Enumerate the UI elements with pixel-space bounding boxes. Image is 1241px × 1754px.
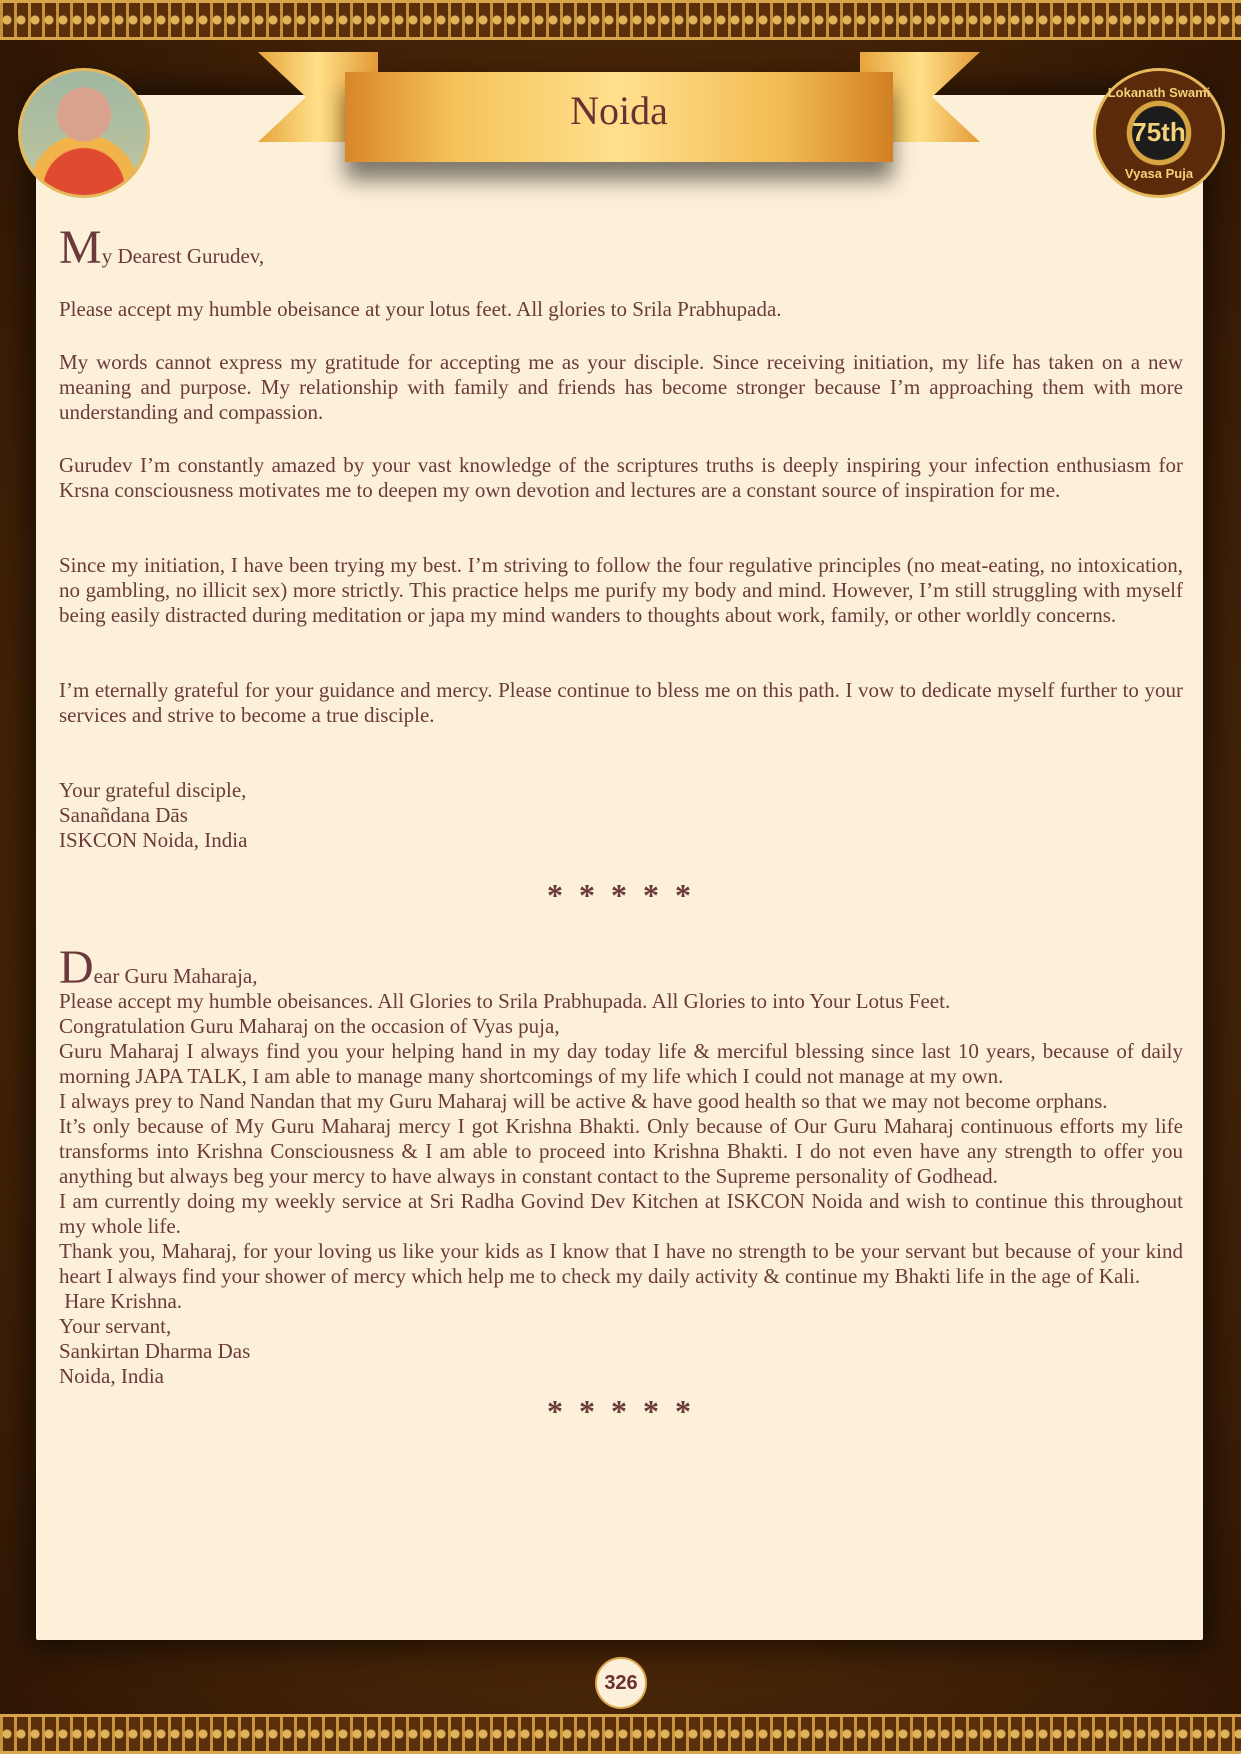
signoff-line: Your servant, <box>59 1314 172 1338</box>
letter-line: I am currently doing my weekly service at Sri Radha Govind Dev Kitchen at ISKCON Noida and wish to continue this throughout my whole life. <box>59 1189 1183 1238</box>
salutation-text: y Dearest Gurudev, <box>101 244 265 268</box>
paragraph: My words cannot express my gratitude for accepting me as your disciple. Since receiving initiation, my life has taken on a new meaning and purpose. My relationship with family and friends has become stronger because I’m approaching them with more understanding and compassion. <box>59 350 1183 424</box>
letter-line: Please accept my humble obeisances. All Glories to Srila Prabhupada. All Glories to into Your Lotus Feet. <box>59 989 951 1013</box>
paragraph: I’m eternally grateful for your guidance and mercy. Please continue to bless me on this path. I vow to dedicate myself further to your services and strive to become a true disciple. <box>59 678 1183 727</box>
decorative-border-top <box>0 0 1241 40</box>
guru-portrait <box>18 68 150 198</box>
page-title: Noida <box>570 87 668 133</box>
seal-top-text: Lokanath Swami <box>1107 85 1211 100</box>
signoff-name: Sanañdana Dās <box>59 803 188 827</box>
letter-line: It’s only because of My Guru Maharaj mercy I got Krishna Bhakti. Only because of Our Guru Maharaj continuous efforts my life transforms into Krishna Consciousness & I am able to proceed into Krishna Bhakti. I do not even have any strength to offer you anything but always beg your mercy to have always in constant contact to the Supreme personality of Godhead. <box>59 1114 1183 1188</box>
vyasa-puja-seal-logo <box>1093 68 1225 198</box>
letter-line: Congratulation Guru Maharaj on the occasion of Vyas puja, <box>59 1014 560 1038</box>
letter-line: Hare Krishna. <box>59 1289 183 1313</box>
seal-number: 75th <box>1132 117 1186 147</box>
decorative-border-bottom <box>0 1714 1241 1754</box>
letter1-salutation <box>59 221 1183 274</box>
paragraph: Since my initiation, I have been trying my best. I’m striving to follow the four regulative principles (no meat-eating, no intoxication, no gambling, no illicit sex) more strictly. This practice helps me purify my body and mind. However, I’m still struggling with myself being easily distracted during meditation or japa my mind wanders to thoughts about work, family, or other worldly concerns. <box>59 553 1183 627</box>
page-number: 326 <box>595 1657 647 1709</box>
paragraph: Gurudev I’m constantly amazed by your vast knowledge of the scriptures truths is deeply inspiring your infection enthusiasm for Krsna consciousness motivates me to deepen my own devotion and lectures are a constant source of inspiration for me. <box>59 453 1183 502</box>
signoff-line: Your grateful disciple, <box>59 778 247 802</box>
separator-stars: * * * * * <box>547 1393 695 1429</box>
letters-content <box>59 221 1183 1429</box>
salutation-text: ear Guru Maharaja, <box>93 964 258 988</box>
drop-cap: M <box>59 221 102 274</box>
letter-line: I always prey to Nand Nandan that my Guru Maharaj will be active & have good health so that we may not become orphans. <box>59 1089 1108 1113</box>
seal-bottom-text: Vyasa Puja <box>1124 166 1194 181</box>
separator-stars: * * * * * <box>547 877 695 913</box>
signoff-name: Sankirtan Dharma Das <box>59 1339 251 1363</box>
paragraph: Please accept my humble obeisance at your lotus feet. All glories to Srila Prabhupada. <box>59 297 782 321</box>
letter-line: Thank you, Maharaj, for your loving us like your kids as I know that I have no strength to be your servant but because of your kind heart I always find your shower of mercy which help me to check my daily activity & continue my Bhakti life in the age of Kali. <box>59 1239 1183 1288</box>
title-ribbon <box>345 72 893 162</box>
letter2-salutation <box>59 941 1183 994</box>
signoff-location: ISKCON Noida, India <box>59 828 248 852</box>
letter-line: Guru Maharaj I always find you your helping hand in my day today life & merciful blessing since last 10 years, because of daily morning JAPA TALK, I am able to manage many shortcomings of my life which I could not manage at my own. <box>59 1039 1183 1088</box>
signoff-location: Noida, India <box>59 1364 164 1388</box>
drop-cap: D <box>59 941 94 994</box>
